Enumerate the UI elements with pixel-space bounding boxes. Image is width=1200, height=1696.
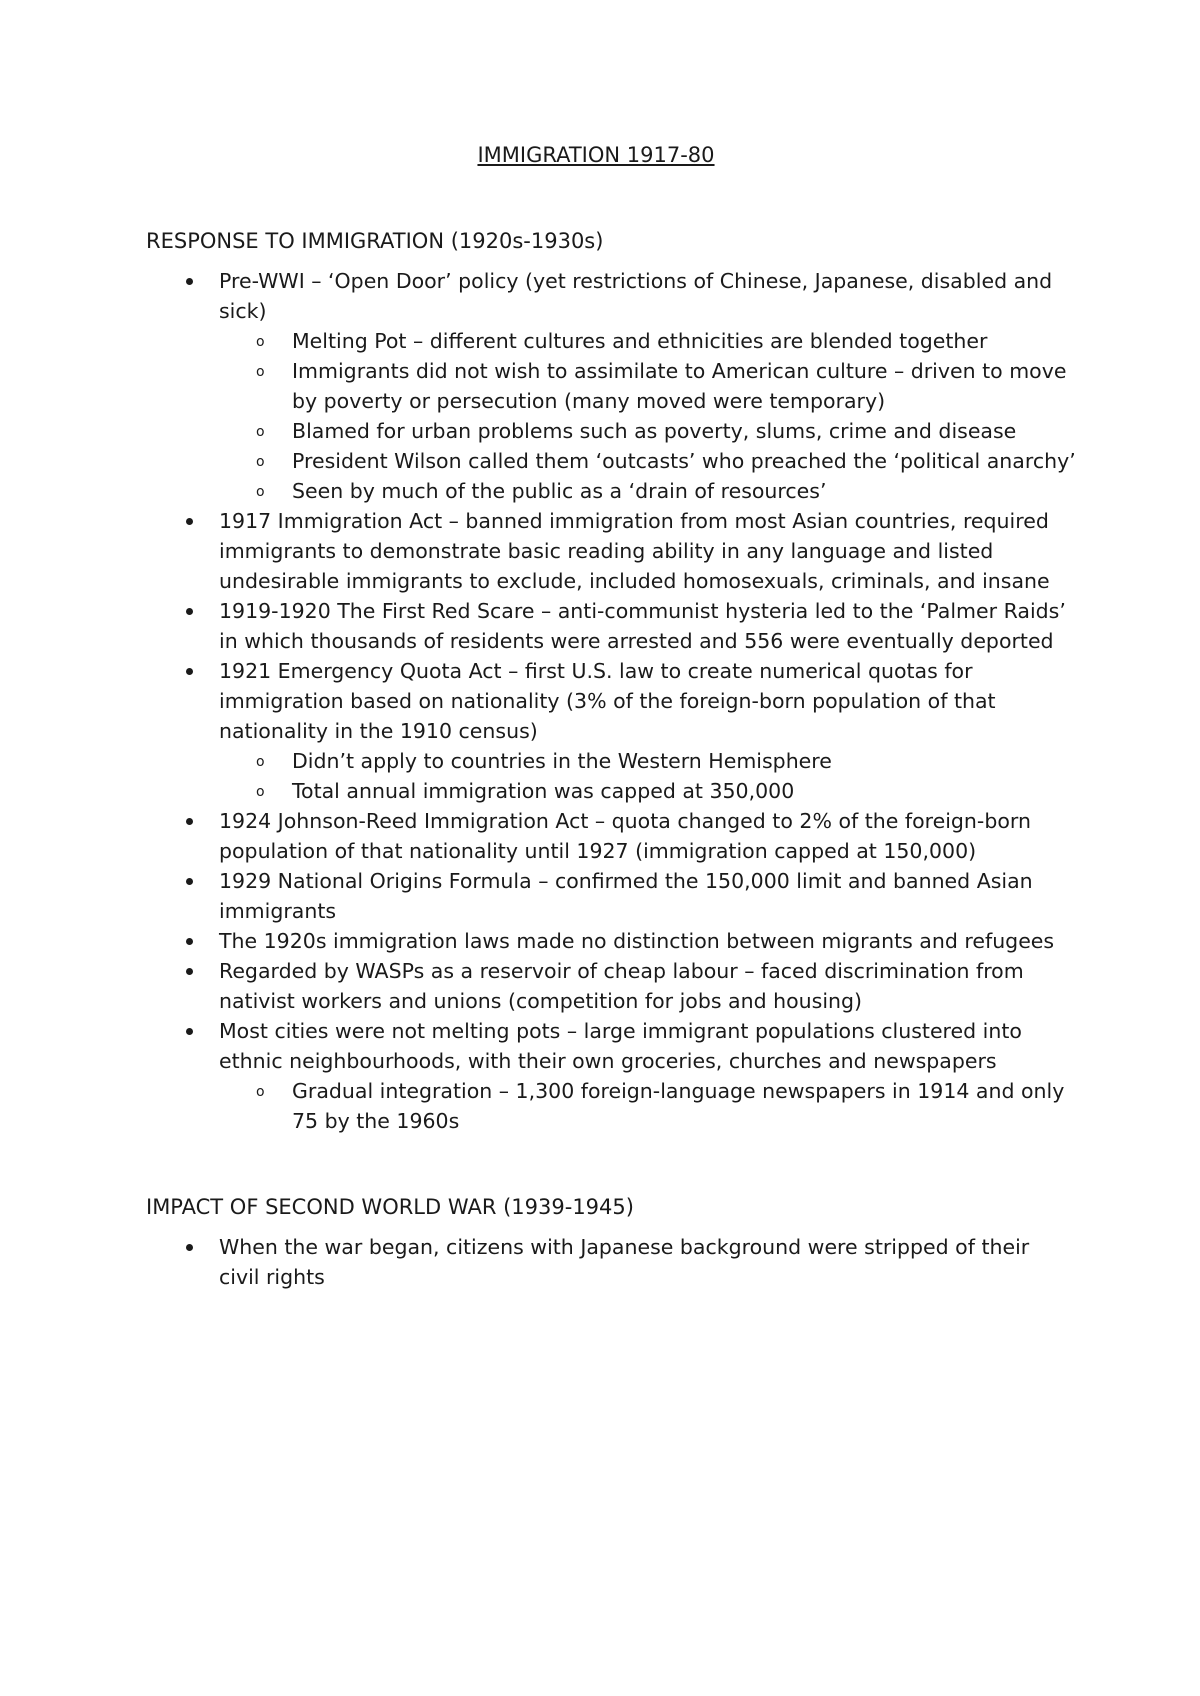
document-title: IMMIGRATION 1917-80 (477, 143, 715, 167)
bullet-item (146, 1016, 1076, 1136)
bullet-dot-icon (186, 608, 193, 615)
bullet-text: The 1920s immigration laws made no distinction between migrants and refugees (219, 929, 1055, 953)
bullet-text: 1919-1920 The First Red Scare – anti-communist hysteria led to the ‘Palmer Raids’ in which thousands of residents were arrested and 556 were eventually deported (219, 599, 1066, 653)
section-heading: IMPACT OF SECOND WORLD WAR (1939-1945) (146, 1195, 634, 1219)
bullet-dot-icon (186, 938, 193, 945)
sub-bullet-text: Total annual immigration was capped at 350,000 (292, 779, 795, 803)
sub-bullet-text: Blamed for urban problems such as poverty, slums, crime and disease (292, 419, 1017, 443)
bullet-text: When the war began, citizens with Japanese background were stripped of their civil rights (219, 1235, 1030, 1289)
sub-bullet-list (219, 1076, 1076, 1136)
bullet-text: 1929 National Origins Formula – confirmed the 150,000 limit and banned Asian immigrants (219, 869, 1033, 923)
bullet-item (146, 266, 1076, 506)
sub-bullet-text: Seen by much of the public as a ‘drain of resources’ (292, 479, 827, 503)
sub-bullet-marker-icon: o (256, 334, 265, 350)
section-heading: RESPONSE TO IMMIGRATION (1920s-1930s) (146, 229, 604, 253)
bullet-dot-icon (186, 668, 193, 675)
sub-bullet-item (219, 416, 1076, 446)
bullet-dot-icon (186, 518, 193, 525)
bullet-item (146, 596, 1076, 656)
sub-bullet-text: Didn’t apply to countries in the Western Hemisphere (292, 749, 832, 773)
sub-bullet-text: Melting Pot – different cultures and ethnicities are blended together (292, 329, 988, 353)
bullet-text: 1921 Emergency Quota Act – first U.S. law to create numerical quotas for immigration based on nationality (3% of the foreign-born population of that nationality in the 1910 census) (219, 659, 996, 743)
bullet-text: Pre-WWI – ‘Open Door’ policy (yet restrictions of Chinese, Japanese, disabled and sick) (219, 269, 1053, 323)
sub-bullet-item (219, 1076, 1076, 1136)
sub-bullet-item (219, 746, 1076, 776)
sub-bullet-item (219, 356, 1076, 416)
bullet-list (146, 266, 1076, 1136)
sub-bullet-text: Immigrants did not wish to assimilate to American culture – driven to move by poverty or persecution (many moved were temporary) (292, 359, 1067, 413)
document-page (146, 140, 1076, 1292)
sub-bullet-marker-icon: o (256, 364, 265, 380)
sub-bullet-marker-icon: o (256, 1084, 265, 1100)
sub-bullet-list (219, 326, 1076, 506)
sub-bullet-item (219, 326, 1076, 356)
bullet-item (146, 956, 1076, 1016)
bullet-text: Regarded by WASPs as a reservoir of cheap labour – faced discrimination from nativist workers and unions (competition for jobs and housing) (219, 959, 1024, 1013)
bullet-text: 1924 Johnson-Reed Immigration Act – quota changed to 2% of the foreign-born population of that nationality until 1927 (immigration capped at 150,000) (219, 809, 1031, 863)
bullet-dot-icon (186, 968, 193, 975)
bullet-list (146, 1232, 1076, 1292)
bullet-dot-icon (186, 278, 193, 285)
sub-bullet-list (219, 746, 1076, 806)
sub-bullet-marker-icon: o (256, 484, 265, 500)
bullet-text: 1917 Immigration Act – banned immigration from most Asian countries, required immigrants to demonstrate basic reading ability in any language and listed undesirable immigrants to exclude, included homosexuals, criminals, and insane (219, 509, 1050, 593)
document-body (146, 226, 1076, 1292)
bullet-item (146, 506, 1076, 596)
bullet-item (146, 926, 1076, 956)
bullet-item (146, 866, 1076, 926)
bullet-item (146, 1232, 1076, 1292)
sub-bullet-marker-icon: o (256, 454, 265, 470)
bullet-dot-icon (186, 818, 193, 825)
sub-bullet-item (219, 446, 1076, 476)
bullet-item (146, 806, 1076, 866)
bullet-item (146, 656, 1076, 806)
sub-bullet-marker-icon: o (256, 424, 265, 440)
sub-bullet-marker-icon: o (256, 754, 265, 770)
sub-bullet-text: Gradual integration – 1,300 foreign-language newspapers in 1914 and only 75 by the 1960s (292, 1079, 1065, 1133)
sub-bullet-text: President Wilson called them ‘outcasts’ who preached the ‘political anarchy’ (292, 449, 1076, 473)
sub-bullet-item (219, 476, 1076, 506)
bullet-dot-icon (186, 1244, 193, 1251)
sub-bullet-marker-icon: o (256, 784, 265, 800)
bullet-text: Most cities were not melting pots – large immigrant populations clustered into ethnic neighbourhoods, with their own groceries, churches and newspapers (219, 1019, 1022, 1073)
sub-bullet-item (219, 776, 1076, 806)
bullet-dot-icon (186, 878, 193, 885)
bullet-dot-icon (186, 1028, 193, 1035)
